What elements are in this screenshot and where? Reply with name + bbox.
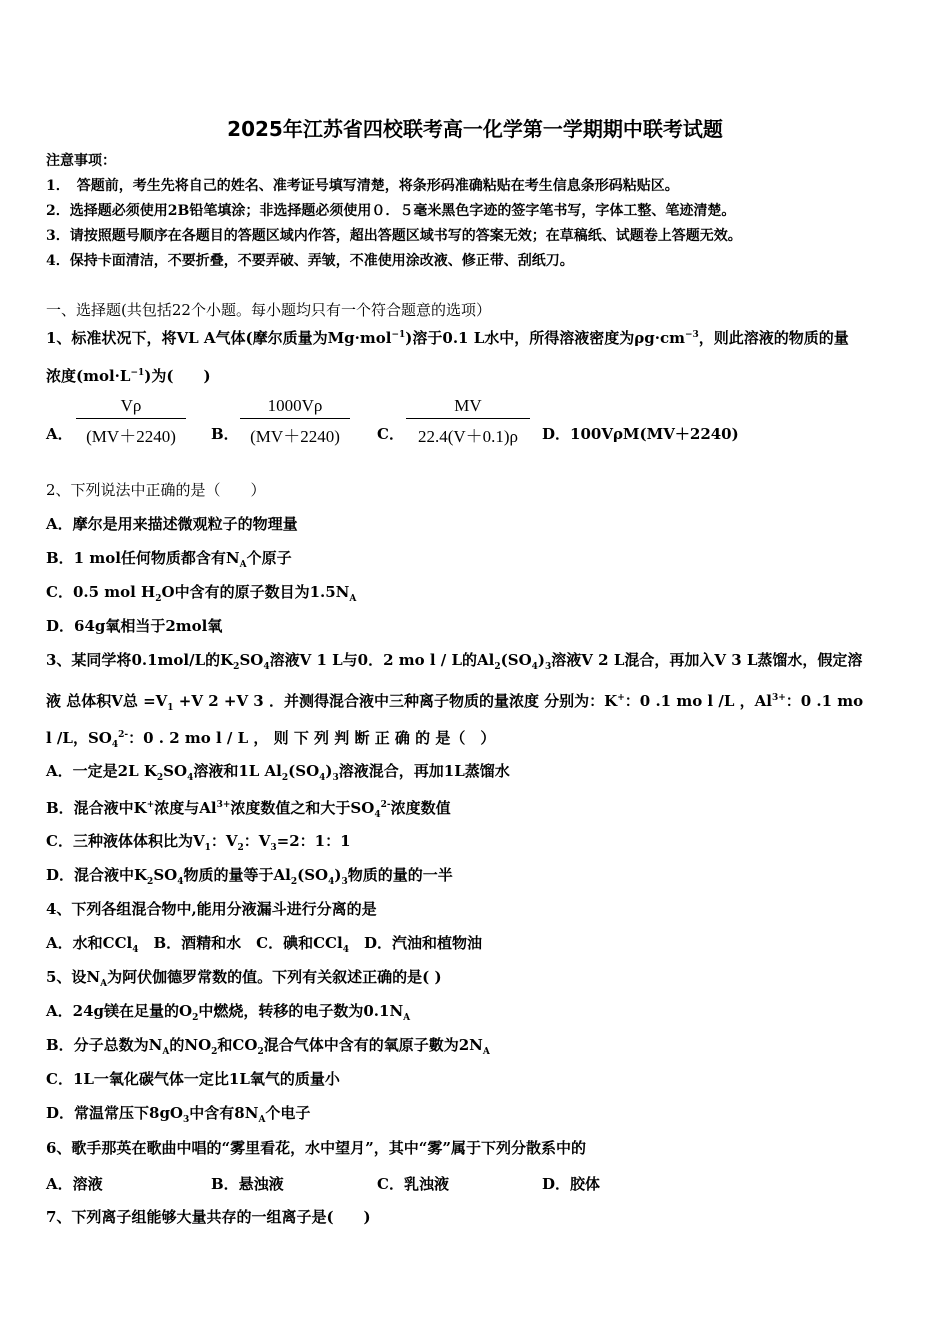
- numerator: MV: [406, 396, 530, 419]
- q6-option-c: C．乳浊液: [377, 1175, 449, 1193]
- q4-options: A．水和CCl$_4$ B．酒精和水 C．碘和CCl$_4$ D．汽油和植物油: [46, 934, 482, 955]
- q3-stem: l /L，$SO_4^{2-}$：0 . 2 mo l / L ， 则 下 列 判 断 正 确 的 是（ ）: [46, 729, 496, 750]
- q5-option: B．分子总数为$N_A$的$NO_2$和$CO_2$混合气体中含有的氧原子數为$2N_A$: [46, 1036, 490, 1057]
- q1-option-b-fraction: [240, 396, 350, 447]
- q5-option: D．常温常压下$8gO_3$中含有$8N_A$个电子: [46, 1104, 311, 1125]
- q1-option-d: D．100VρM(MV＋2240): [542, 425, 739, 443]
- denominator: (MV＋2240): [86, 427, 176, 446]
- q6-stem: 6、歌手那英在歌曲中唱的“雾里看花，水中望月”，其中“雾”属于下列分散系中的: [46, 1139, 586, 1157]
- q7-stem: 7、下列离子组能够大量共存的一组离子是( ): [46, 1208, 371, 1226]
- notice-heading: 注意事项：: [46, 153, 116, 169]
- q4-stem: 4、下列各组混合物中,能用分液漏斗进行分离的是: [46, 900, 377, 918]
- q3-option: B．混合液中K+浓度与$Al^{3+}$浓度数值之和大于$SO_4^{2-}$浓度数值: [46, 799, 451, 820]
- q2-option: C．0.5 mol $H_2O$中含有的原子数目为$1.5N_A$: [46, 583, 357, 604]
- q5-option: A．24g镁在足量的$O_2$中燃烧，转移的电子数为$0.1N_A$: [46, 1002, 411, 1023]
- numerator: 1000Vρ: [240, 396, 350, 419]
- q6-option-d: D．胶体: [542, 1175, 601, 1193]
- q1-stem: 1、标准状况下，将VL A气体(摩尔质量为Mg·mol$^{-1}$)溶于0.1 L水中，所得溶液密度为$\rho g\cdot cm^{-3}$，则此溶液的物质的量: [46, 329, 849, 347]
- q3-option: A．一定是2L $K_2SO_4$溶液和1L $Al_2(SO_4)_3$溶液混合，再加1L蒸馏水: [46, 762, 510, 783]
- q2-option: D．64g氧相当于2mol氧: [46, 617, 223, 635]
- page-title: 2025年江苏省四校联考高一化学第一学期期中联考试题: [227, 117, 723, 141]
- notice-item: 1． 答题前，考生先将自己的姓名、准考证号填写清楚，将条形码准确粘贴在考生信息条形码粘贴区。: [46, 178, 679, 194]
- q1-option-c-label: C．: [377, 425, 404, 443]
- q1-option-c-fraction: [406, 396, 530, 447]
- q5-stem: 5、设$N_A$为阿伏伽德罗常数的值。下列有关叙述正确的是( ): [46, 968, 442, 989]
- q1-option-a-fraction: [76, 396, 186, 447]
- denominator: 22.4(V＋0.1)ρ: [417, 427, 519, 446]
- section-heading: 一、选择题(共包括22个小题。每小题均只有一个符合题意的选项）: [46, 301, 491, 319]
- q3-option: D．混合液中$K_2SO_4$物质的量等于$Al_2(SO_4)_3$物质的量的一半: [46, 866, 453, 887]
- q1-option-a-label: A．: [46, 425, 73, 443]
- q5-option: C．1L一氧化碳气体一定比1L氧气的质量小: [46, 1070, 340, 1088]
- notice-item: 2．选择题必须使用2B铅笔填涂；非选择题必须使用０．５毫米黑色字迹的签字笔书写，字体工整、笔迹清楚。: [46, 203, 736, 219]
- q2-option: A．摩尔是用来描述微观粒子的物理量: [46, 515, 298, 533]
- q2-option: B．1 mol任何物质都含有$N_A$个原子: [46, 549, 292, 570]
- notice-item: 3．请按照题号顺序在各题目的答题区域内作答，超出答题区域书写的答案无效；在草稿纸、试题卷上答题无效。: [46, 228, 742, 244]
- numerator: Vρ: [76, 396, 186, 419]
- q2-stem: 2、下列说法中正确的是（ ）: [46, 481, 266, 499]
- q3-option: C．三种液体体积比为$V_1$：$V_2$：$V_3=2$：1：1: [46, 832, 351, 853]
- q3-stem: 液 总体积V总 $=V_1 +V$ 2 +V 3 ．并测得混合液中三种离子物质的量浓度 分别为：K+：0 .1 mo l /L ，$Al^{3+}$：0 .1 mo: [46, 692, 864, 713]
- q3-stem: 3、某同学将0.1mol/L的$K_2SO_4$溶液V 1 L与0．2 mo l / L的$Al_2(SO_4)_3$溶液V 2 L混合，再加入V 3 L蒸馏水，假定溶: [46, 651, 863, 672]
- q1-stem-cont: 浓度$(mol\cdot L^{-1})$为( ): [46, 367, 211, 385]
- notice-item: 4．保持卡面清洁，不要折叠，不要弄破、弄皱，不准使用涂改液、修正带、刮纸刀。: [46, 253, 574, 269]
- q6-option-a: A．溶液: [46, 1175, 103, 1193]
- q1-option-b-label: B．: [211, 425, 239, 443]
- denominator: (MV＋2240): [250, 427, 340, 446]
- q6-option-b: B．悬浊液: [211, 1175, 284, 1193]
